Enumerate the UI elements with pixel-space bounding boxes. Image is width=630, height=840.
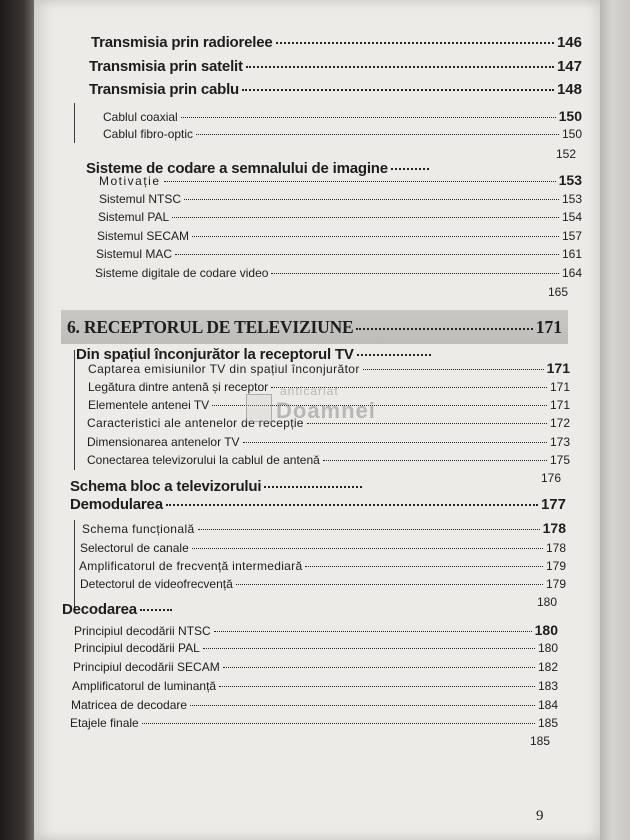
- toc-entry-page: 172: [549, 416, 570, 430]
- toc-entry-schema-functionala[interactable]: [82, 520, 566, 536]
- toc-entry-page: 148: [556, 81, 582, 98]
- toc-entry-title: Demodularea: [70, 496, 163, 513]
- toc-entry-title: Sistemul NTSC: [99, 192, 182, 206]
- toc-leader-dots: [181, 117, 556, 118]
- toc-entry-princ-secam[interactable]: [73, 660, 558, 674]
- toc-page-number: 165: [548, 285, 569, 299]
- toc-leader-dots: [184, 199, 559, 200]
- toc-leader-dots: [192, 548, 543, 549]
- toc-leader-dots: [172, 217, 559, 218]
- toc-entry-title: Schema funcțională: [82, 522, 195, 536]
- toc-entry-title: Principiul decodării SECAM: [73, 660, 220, 674]
- toc-entry-page: 146: [556, 34, 582, 51]
- toc-entry-page: 164: [561, 266, 582, 280]
- toc-leader-dots: [198, 529, 540, 530]
- toc-entry-page: 150: [561, 127, 582, 141]
- toc-leader-dots: [391, 168, 429, 170]
- toc-entry-coaxial[interactable]: [103, 108, 582, 124]
- toc-leader-dots: [175, 254, 559, 255]
- toc-entry-matricea[interactable]: [71, 698, 558, 712]
- toc-entry-princ-ntsc[interactable]: [74, 622, 558, 638]
- toc-entry-title: Cablul fibro-optic: [103, 127, 194, 141]
- chapter-heading-bar: [61, 310, 568, 344]
- toc-entry-title: Transmisia prin radiorelee: [91, 34, 273, 51]
- toc-entry-decodarea[interactable]: [62, 601, 175, 618]
- toc-leader-dots: [223, 667, 535, 668]
- toc-leader-dots: [363, 369, 544, 370]
- toc-leader-dots: [142, 723, 535, 724]
- chapter-page: 171: [535, 317, 562, 337]
- book-spine-shadow: [0, 0, 34, 840]
- toc-entry-page: 153: [561, 192, 582, 206]
- toc-entry-amplificatorul-fi[interactable]: [79, 559, 566, 573]
- toc-entry-page: 180: [534, 622, 558, 638]
- toc-leader-dots: [190, 705, 535, 706]
- toc-entry-page: 184: [537, 698, 558, 712]
- toc-entry-page: 171: [549, 398, 570, 412]
- toc-entry-digitale[interactable]: [95, 266, 582, 280]
- toc-entry-page: 177: [540, 496, 566, 513]
- toc-entry-title: Principiul decodării PAL: [74, 641, 200, 655]
- toc-entry-title: Dimensionarea antenelor TV: [87, 435, 240, 449]
- toc-entry-title: Legătura dintre antenă și receptor: [88, 380, 269, 394]
- toc-leader-dots: [271, 273, 559, 274]
- toc-entry-title: Conectarea televizorului la cablul de antenă: [87, 453, 320, 467]
- toc-entry-fibro-optic[interactable]: [103, 127, 582, 141]
- toc-entry-title: Amplificatorul de frecvență intermediară: [79, 559, 303, 573]
- toc-entry-page: 161: [561, 247, 582, 261]
- shop-watermark: [246, 382, 386, 438]
- toc-entry-page: 173: [549, 435, 570, 449]
- toc-entry-demodularea[interactable]: [70, 496, 566, 513]
- toc-entry-title: Matricea de decodare: [71, 698, 188, 712]
- toc-entry-page: 179: [545, 577, 566, 591]
- toc-entry-selectorul[interactable]: [80, 541, 566, 555]
- toc-entry-page: 179: [545, 559, 566, 573]
- toc-entry-page: 175: [549, 453, 570, 467]
- toc-entry-page: 171: [549, 380, 570, 394]
- toc-page-number: 185: [530, 734, 551, 748]
- toc-entry-title: Selectorul de canale: [80, 541, 189, 555]
- toc-entry-mac[interactable]: [96, 247, 582, 261]
- toc-leader-dots: [246, 66, 554, 68]
- toc-entry-amplificatorul-lum[interactable]: [72, 679, 558, 693]
- toc-leader-dots: [356, 328, 532, 330]
- toc-page-number: 176: [541, 471, 562, 485]
- toc-leader-dots: [192, 236, 559, 237]
- toc-entry-title: Sistemul PAL: [98, 210, 170, 224]
- page-number: 9: [536, 808, 544, 824]
- toc-leader-dots: [243, 442, 547, 443]
- watermark-logo: [246, 394, 272, 422]
- section-rule: [74, 103, 75, 143]
- toc-entry-title: Captarea emisiunilor TV din spațiul înconjurător: [88, 362, 360, 376]
- toc-leader-dots: [236, 584, 543, 585]
- toc-leader-dots: [203, 648, 535, 649]
- toc-entry-title: Sistemul SECAM: [97, 229, 190, 243]
- toc-entry-princ-pal[interactable]: [74, 641, 558, 655]
- toc-entry-radiorelee[interactable]: [91, 34, 582, 51]
- toc-entry-page: 178: [545, 541, 566, 555]
- toc-entry-title: Decodarea: [62, 601, 137, 618]
- toc-entry-captarea[interactable]: [88, 360, 570, 376]
- toc-entry-page: 182: [537, 660, 558, 674]
- toc-leader-dots: [242, 89, 554, 91]
- toc-entry-secam[interactable]: [97, 229, 582, 243]
- toc-entry-schema-bloc[interactable]: [70, 478, 365, 495]
- toc-entry-title: Transmisia prin cablu: [89, 81, 240, 98]
- toc-entry-title: Transmisia prin satelit: [89, 58, 243, 75]
- toc-entry-page: 178: [542, 520, 566, 536]
- toc-leader-dots: [196, 134, 559, 135]
- toc-entry-title: Motivație: [99, 174, 161, 188]
- chapter-heading[interactable]: [67, 317, 562, 338]
- toc-entry-title: Etajele finale: [70, 716, 139, 730]
- watermark-big-text: Doamnei: [276, 398, 376, 423]
- section-rule: [74, 520, 75, 612]
- toc-entry-detectorul[interactable]: [80, 577, 566, 591]
- toc-leader-dots: [219, 686, 535, 687]
- toc-entry-title: Sistemul MAC: [96, 247, 173, 261]
- toc-entry-title: Principiul decodării NTSC: [74, 624, 211, 638]
- toc-page-number: 152: [556, 147, 577, 161]
- toc-entry-page: 150: [558, 108, 582, 124]
- toc-entry-title: Schema bloc a televizorului: [70, 478, 262, 495]
- toc-leader-dots: [357, 354, 431, 356]
- toc-entry-page: 153: [558, 172, 582, 188]
- toc-leader-dots: [140, 609, 172, 611]
- toc-entry-pal[interactable]: [98, 210, 582, 224]
- toc-leader-dots: [323, 460, 547, 461]
- toc-entry-etajele[interactable]: [70, 716, 558, 730]
- toc-entry-page: 185: [537, 716, 558, 730]
- toc-entry-title: Elementele antenei TV: [88, 398, 210, 412]
- toc-entry-ntsc[interactable]: [99, 192, 582, 206]
- toc-leader-dots: [276, 42, 554, 44]
- toc-leader-dots: [214, 631, 532, 632]
- next-page-edge: [600, 0, 630, 840]
- toc-leader-dots: [164, 181, 556, 182]
- toc-entry-title: Din spațiul înconjurător la receptorul TV: [76, 346, 354, 363]
- toc-entry-satelit[interactable]: [89, 58, 582, 75]
- watermark-small-text: anticariat: [280, 384, 339, 398]
- toc-entry-page: 157: [561, 229, 582, 243]
- toc-entry-title: Detectorul de videofrecvență: [80, 577, 233, 591]
- toc-entry-page: 183: [537, 679, 558, 693]
- toc-leader-dots: [305, 566, 543, 567]
- toc-entry-page: 154: [561, 210, 582, 224]
- toc-entry-title: Cablul coaxial: [103, 110, 178, 124]
- toc-entry-cablu[interactable]: [89, 81, 582, 98]
- toc-entry-motivatie[interactable]: [99, 172, 582, 188]
- toc-entry-conectarea[interactable]: [87, 453, 570, 467]
- chapter-title: 6. RECEPTORUL DE TELEVIZIUNE: [67, 317, 354, 337]
- toc-entry-title: Amplificatorul de luminanță: [72, 679, 217, 693]
- toc-page-number: 180: [537, 595, 558, 609]
- toc-leader-dots: [166, 504, 538, 506]
- toc-entry-page: 180: [537, 641, 558, 655]
- toc-entry-title: Sisteme digitale de codare video: [95, 266, 269, 280]
- toc-leader-dots: [264, 486, 362, 488]
- toc-entry-title: Sisteme de codare a semnalului de imagine: [86, 160, 388, 177]
- toc-entry-title: Caracteristici ale antenelor de recepție: [87, 416, 304, 430]
- toc-entry-page: 147: [556, 58, 582, 75]
- toc-entry-page: 171: [546, 360, 570, 376]
- section-rule: [74, 350, 75, 470]
